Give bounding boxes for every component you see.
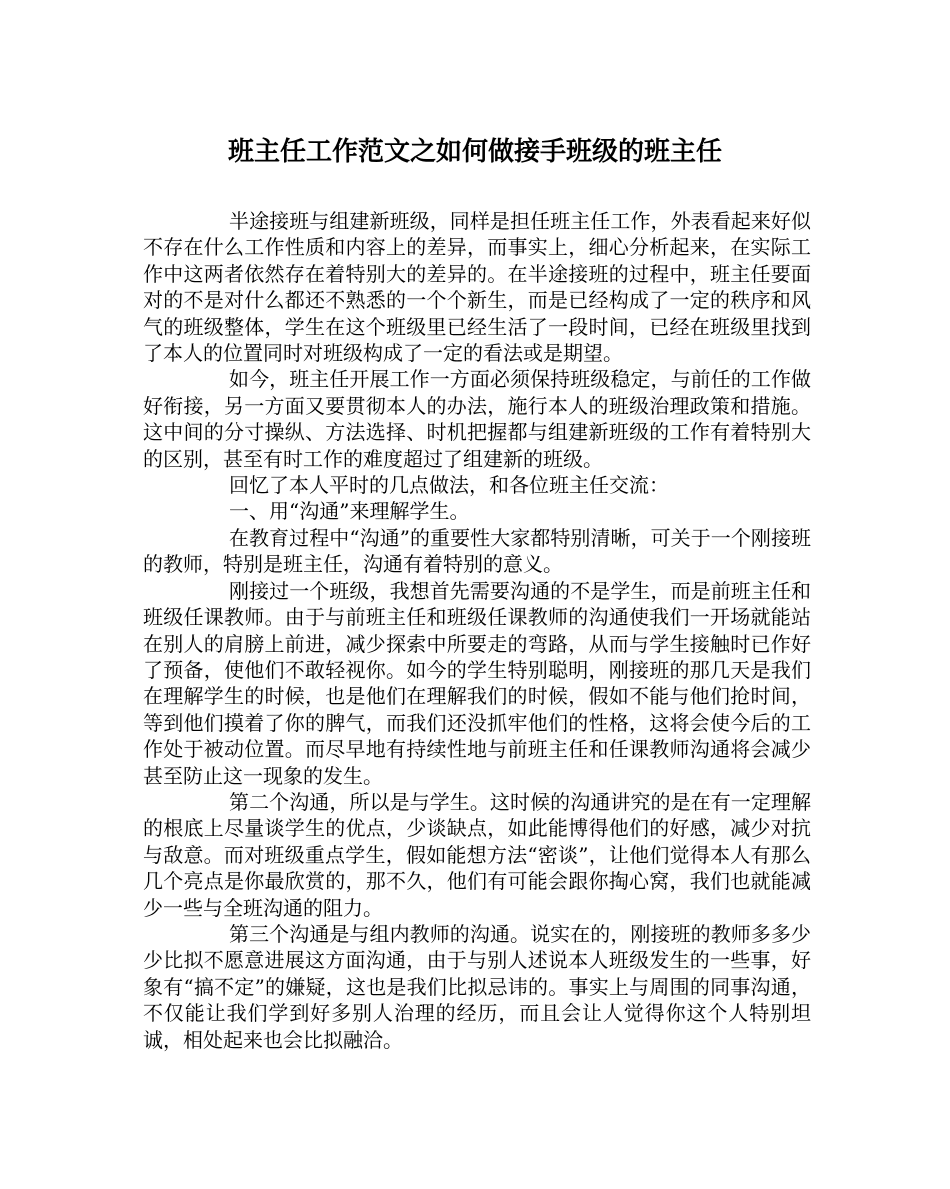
paragraph: 如今，班主任开展工作一方面必须保持班级稳定，与前任的工作做好衔接，另一方面又要贯彻本人的办法，施行本人的班级治理政策和措施。这中间的分寸操纵、方法选择、时机把握都与组建新班级的工作有着特别大的区别，甚至有时工作的难度超过了组建新的班级。 (143, 367, 811, 471)
paragraph: 回忆了本人平时的几点做法，和各位班主任交流： (229, 473, 669, 498)
section-heading: 一、用“沟通”来理解学生。 (229, 499, 470, 524)
document-title: 班主任工作范文之如何做接手班级的班主任 (227, 137, 722, 167)
paragraph: 在教育过程中“沟通”的重要性大家都特别清晰，可关于一个刚接班的教师，特别是班主任，沟通有着特别的意义。 (143, 525, 811, 577)
paragraph: 第二个沟通，所以是与学生。这时候的沟通讲究的是在有一定理解的根底上尽量谈学生的优点，少谈缺点，如此能博得他们的好感，减少对抗与敌意。而对班级重点学生，假如能想方法“密谈”，让他们觉得本人有那么几个亮点是你最欣赏的，那不久，他们有可能会跟你掏心窝，我们也就能减少一些与全班沟通的阻力。 (143, 789, 811, 920)
paragraph: 半途接班与组建新班级，同样是担任班主任工作，外表看起来好似不存在什么工作性质和内容上的差异，而事实上，细心分析起来，在实际工作中这两者依然存在着特别大的差异的。在半途接班的过程中，班主任要面对的不是对什么都还不熟悉的一个个新生，而是已经构成了一定的秩序和风气的班级整体，学生在这个班级里已经生活了一段时间，已经在班级里找到了本人的位置同时对班级构成了一定的看法或是期望。 (143, 209, 811, 366)
paragraph: 第三个沟通是与组内教师的沟通。说实在的，刚接班的教师多多少少比拟不愿意进展这方面沟通，由于与别人述说本人班级发生的一些事，好象有“搞不定”的嫌疑，这也是我们比拟忌讳的。事实上与周围的同事沟通，不仅能让我们学到好多别人治理的经历，而且会让人觉得你这个人特别坦诚，相处起来也会比拟融洽。 (143, 921, 811, 1052)
paragraph: 刚接过一个班级，我想首先需要沟通的不是学生，而是前班主任和班级任课教师。由于与前班主任和班级任课教师的沟通使我们一开场就能站在别人的肩膀上前进，减少探索中所要走的弯路，从而与学生接触时已作好了预备，使他们不敢轻视你。如今的学生特别聪明，刚接班的那几天是我们在理解学生的时候，也是他们在理解我们的时候，假如不能与他们抢时间，等到他们摸着了你的脾气，而我们还没抓牢他们的性格，这将会使今后的工作处于被动位置。而尽早地有持续性地与前班主任和任课教师沟通将会减少甚至防止这一现象的发生。 (143, 578, 811, 788)
document-body (143, 208, 811, 1053)
